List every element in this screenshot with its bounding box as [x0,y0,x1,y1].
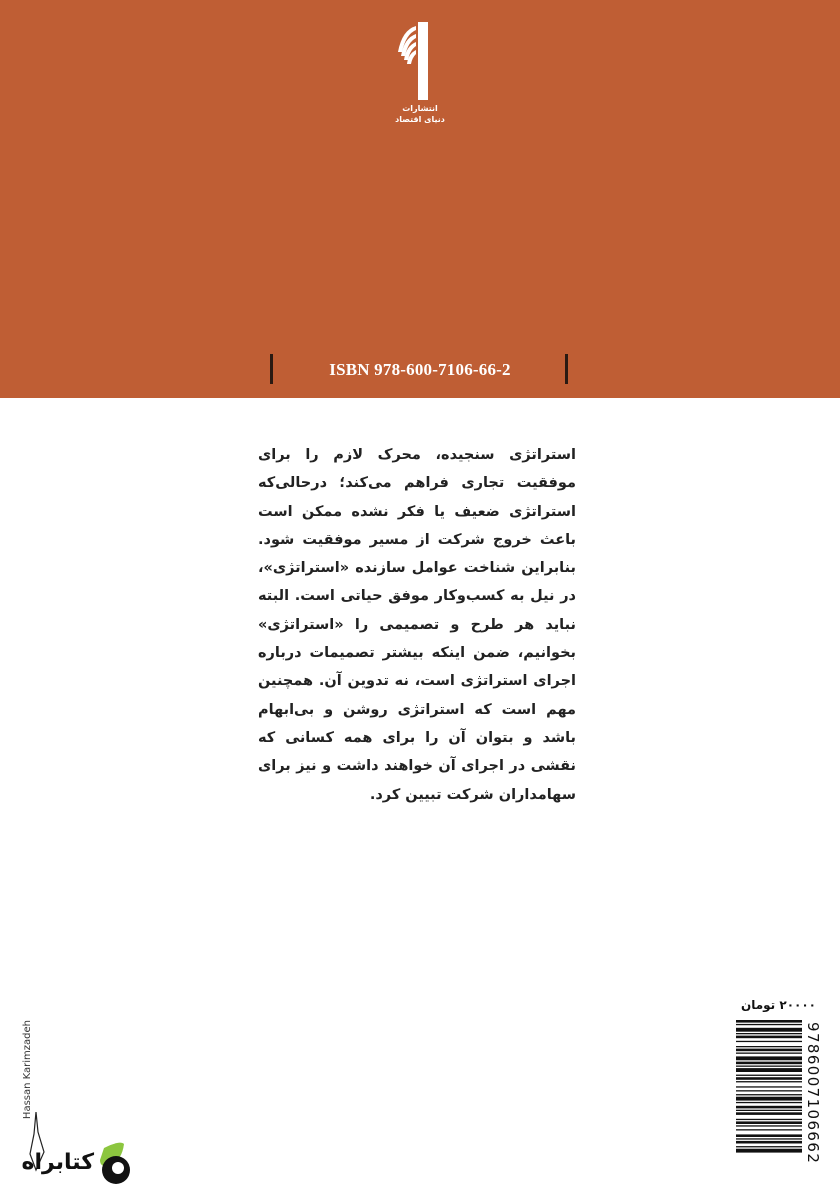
barcode-bar [736,1020,802,1023]
price-label: ۲۰۰۰۰ تومان [740,998,816,1012]
barcode-bar [736,1081,802,1082]
barcode-bar [736,1119,802,1120]
barcode-bar [736,1056,802,1060]
isbn-divider-right [565,354,568,384]
book-fan-icon [392,22,448,100]
barcode-bar [736,1138,802,1139]
barcode-bar [736,1053,802,1054]
barcode-bar [736,1024,802,1025]
publisher-logo [392,22,448,132]
barcode-bar [736,1075,802,1076]
publisher-name-line1: انتشارات [402,104,438,113]
barcode-bar [736,1062,802,1065]
barcode-bar [736,1068,802,1072]
barcode-bar [736,1066,802,1067]
barcode-bar [736,1077,802,1080]
barcode-bar [736,1125,802,1126]
barcode-bar [736,1149,802,1153]
barcode-bar [736,1121,802,1124]
designer-credit: Hassan Karimzadeh [22,1020,33,1120]
barcode-bar [736,1049,802,1052]
ketabrah-logo-text: کتابراه [21,1150,94,1175]
barcode-bar [736,1112,802,1115]
barcode-bar [736,1033,802,1034]
isbn-divider-left [270,354,273,384]
barcode-bar [736,1097,802,1101]
isbn-text: ISBN 978-600-7106-66-2 [329,360,511,379]
back-cover-blurb: استراتژی سنجیده، محرک لازم را برای موفقیت تجاری فراهم می‌کند؛ درحالی‌که استراتژی ضعیف یا فکر نشده ممکن است باعث خروج شرکت از مسیر موفقیت شود. بنابراین شناخت عوامل سازنده «استراتژی»، در نیل به کسب‌وکار موفق حیاتی است. البته نباید هر طرح و تصمیمی را «استراتژی» بخوانیم، ضمن اینکه بیشتر تصمیمات درباره اجرای استراتژی است، نه تدوین آن. همچنین مهم است که استراتژی روشن و بی‌ابهام باشد و بتوان آن را برای همه کسانی که نقشی در اجرای آن خواهند داشت و نیز برای سهامداران شرکت تبیین کرد. [258,447,576,803]
barcode-bar [736,1041,802,1042]
barcode-digits: 9786007106662 [804,1022,822,1165]
barcode-bar [736,1094,802,1095]
publisher-name-line2: دنیای اقتصاد [395,115,445,124]
barcode-bar [736,1036,802,1039]
barcode-bar [736,1110,802,1111]
barcode-bar [736,1102,802,1103]
barcode-bar [736,1046,802,1047]
barcode-bar [736,1141,802,1144]
barcode-bar [736,1134,802,1137]
barcode-bar [736,1086,802,1087]
barcode-bar [736,1129,802,1130]
barcode-bar [736,1146,802,1147]
barcode-bar [736,1090,802,1091]
barcode-bar [736,1028,802,1032]
barcode-bar [736,1106,802,1109]
